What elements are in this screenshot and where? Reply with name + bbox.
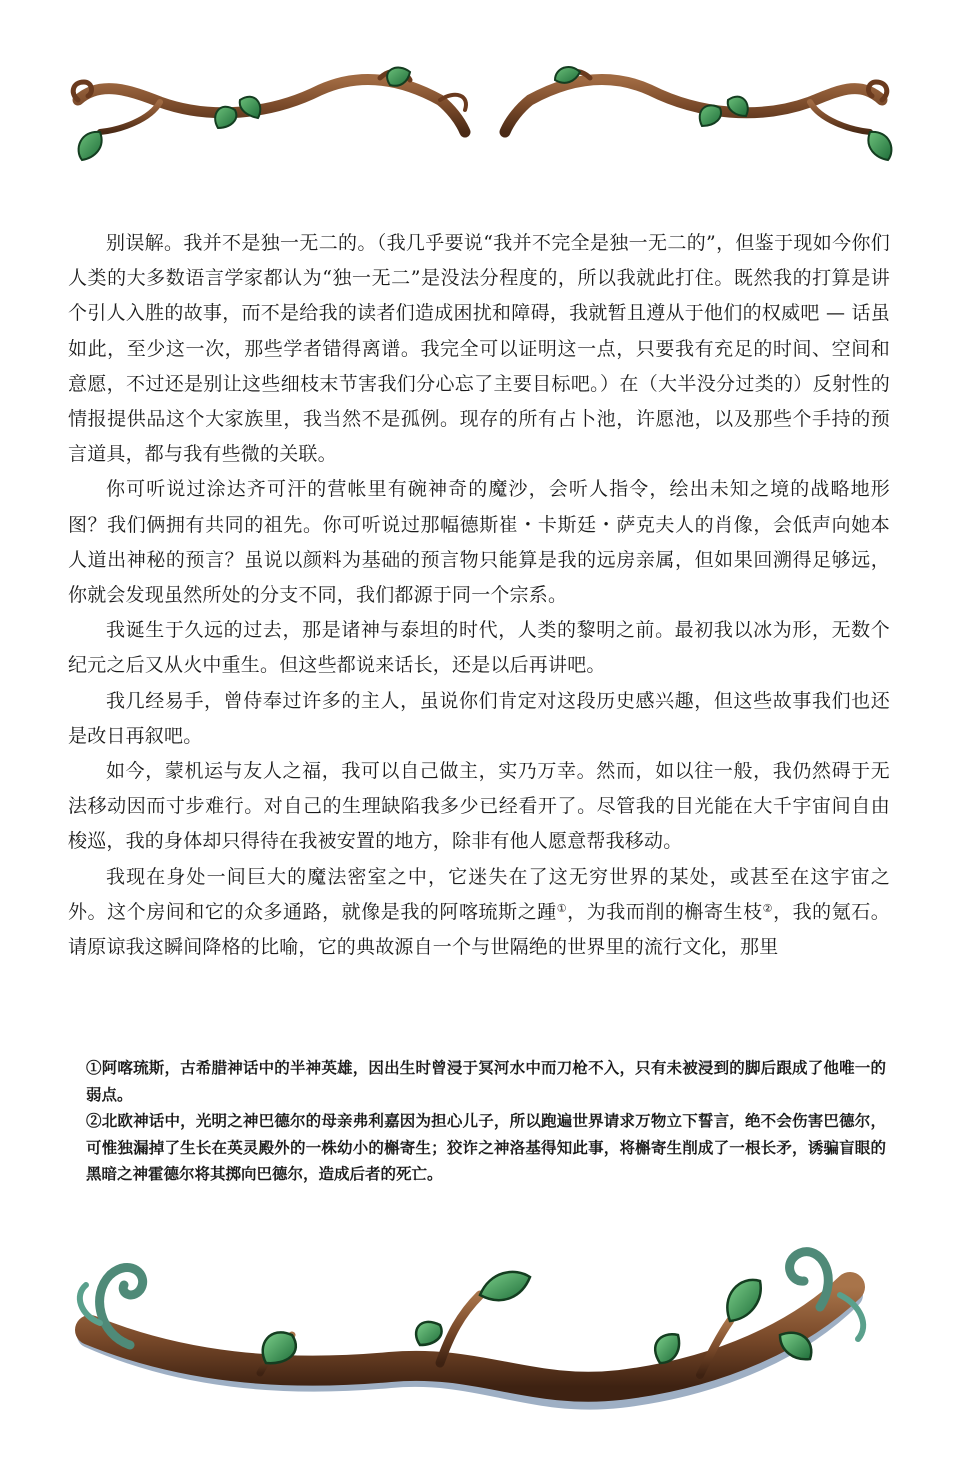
- paragraph: [68, 226, 890, 472]
- paragraph: 如今，蒙机运与友人之福，我可以自己做主，实乃万幸。然而，如以往一般，我仍然碍于无法移动因而寸步难行。对自己的生理缺陷我多少已经看开了。尽管我的目光能在大千宇宙间自由梭巡，我的身体却只得待在我被安置的地方，除非有他人愿意帮我移动。: [68, 760, 890, 853]
- paragraph-text-continued: 在（大半没分过类的）反射性的情报提供品这个大家族里，我当然不是孤例。现存的所有占卜池，许愿池，以及那些个手持的预言道具，都与我有些微的关联。: [68, 372, 890, 466]
- top-vine-ornament: [60, 60, 900, 170]
- footnotes: [86, 1055, 886, 1188]
- paragraph-text: ，为我而削的槲寄生枝: [567, 900, 763, 923]
- paragraph-text: 别误解。我并不是独一无二的。（我几乎要说“我并不完全是独一无二的”，但鉴于现如今你们人类的大多数语言学家都认为“独一无二”是没法分程度的，所以我就此打住。既然我的打算是讲个引人入胜的故事，而不是给我的读者们造成困扰和障碍，我就暂且遵从于他们的权威吧 — 话虽如此，至少这一次，那些学者错得离谱。我完全可以证明这一点，只要我有充足的时间、空间和意愿，不过还是别让这些细枝末节害我们分心忘了主要目标吧。）: [68, 232, 890, 395]
- right-branch: [505, 79, 882, 132]
- paragraph: 我几经易手，曾侍奉过许多的主人，虽说你们肯定对这段历史感兴趣，但这些故事我们也还是改日再叙吧。: [68, 689, 890, 747]
- footnote-ref-1[interactable]: ①: [556, 901, 568, 915]
- paragraph: [68, 860, 890, 966]
- paragraph: 我诞生于久远的过去，那是诸神与泰坦的时代，人类的黎明之前。最初我以冰为形，无数个纪元之后又从火中重生。但这些都说来话长，还是以后再讲吧。: [68, 619, 890, 677]
- bottom-vine-ornament: [60, 1235, 900, 1435]
- paragraph: 你可听说过涂达齐可汗的营帐里有碗神奇的魔沙，会听人指令，绘出未知之境的战略地形图？我们俩拥有共同的祖先。你可听说过那幅德斯崔・卡斯廷・萨克夫人的肖像，会低声向她本人道出神秘的预言？虽说以颜料为基础的预言物只能算是我的远房亲属，但如果回溯得足够远，你就会发现虽然所处的分支不同，我们都源于同一个宗系。: [68, 478, 890, 607]
- footnote-1: ①阿喀琉斯，古希腊神话中的半神英雄，因出生时曾浸于冥河水中而刀枪不入，只有未被浸到的脚后跟成了他唯一的弱点。: [86, 1058, 886, 1104]
- footnote-ref-2[interactable]: ②: [762, 901, 774, 915]
- main-text-body: [68, 226, 890, 965]
- paragraph-text: 我现在身处一间巨大的魔法密室之中，它迷失在了这无穷世界的某处，或甚至在这宇宙之外。这个房间和它的众多通路，就像是我的阿喀琉斯之踵: [68, 865, 890, 923]
- footnote-2: ②北欧神话中，光明之神巴德尔的母亲弗利嘉因为担心儿子，所以跑遍世界请求万物立下誓言，绝不会伤害巴德尔，可惟独漏掉了生长在英灵殿外的一株幼小的槲寄生；狡诈之神洛基得知此事，将槲寄生削成了一根长矛，诱骗盲眼的黑暗之神霍德尔将其掷向巴德尔，造成后者的死亡。: [86, 1111, 886, 1183]
- paragraph-text: ，我的氪石。请原谅我这瞬间降格的比喻，它的典故源自一个与世隔绝的世界里的流行文化，那里: [68, 900, 891, 959]
